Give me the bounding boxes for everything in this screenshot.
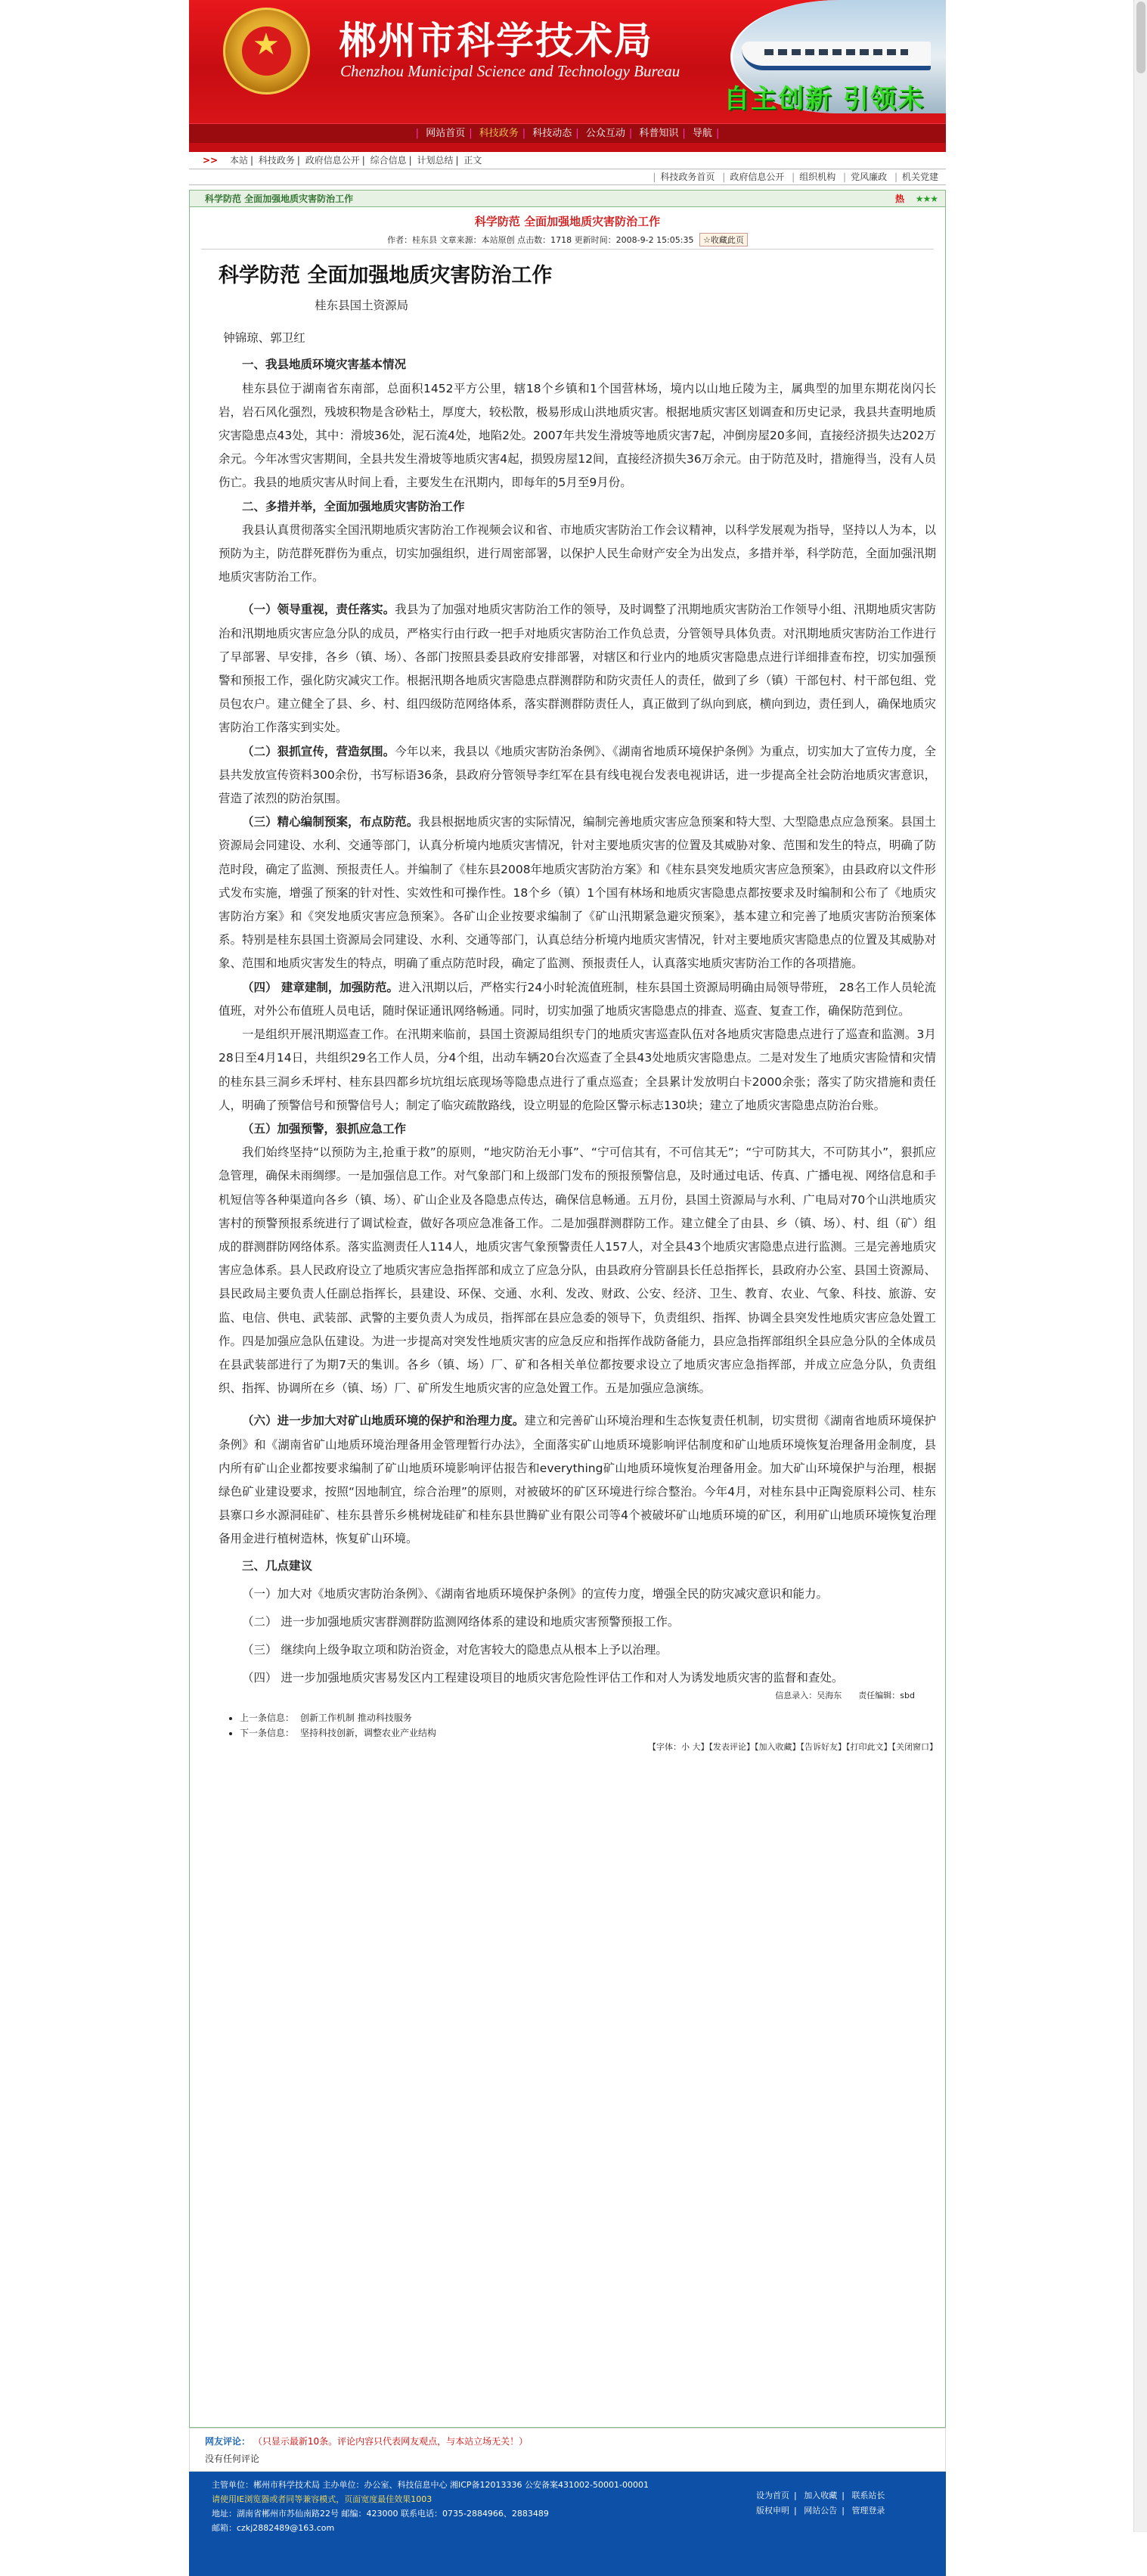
nav-stripe <box>189 143 946 152</box>
breadcrumb: >> 本站 | 科技政务 | 政府信息公开 | 综合信息 | 计划总结 | 正文 <box>203 155 482 166</box>
hot-badge: 热 <box>894 194 904 204</box>
article-panel <box>189 190 946 2428</box>
paragraph-lead: （六）进一步加大对矿山地质环境的保护和治理力度。 <box>242 1414 525 1428</box>
paragraph-lead: （一）领导重视，责任落实。 <box>242 603 395 617</box>
site-subtitle: Chenzhou Municipal Science and Technology Bureau <box>340 62 680 80</box>
section-heading: 三、几点建议 <box>242 1558 313 1573</box>
site-banner <box>189 0 946 123</box>
link-organization[interactable]: 组织机构 <box>799 172 836 182</box>
paragraph-text: 进入汛期以后，严格实行24小时轮流值班制，桂东县国土资源局明确由局领导带班， 28名工作人员轮流值班，对外公布值班人员电话，随时保证通讯网络畅通。同时，切实加强了地质灾害隐患点的排查、巡查、复查工作，确保防范到位。 <box>219 980 936 1018</box>
breadcrumb-item[interactable]: 科技政务 <box>258 155 295 166</box>
comments-title: 网友评论： <box>205 2436 251 2447</box>
paragraph <box>219 811 936 975</box>
favorite-label: 收藏此页 <box>710 235 744 245</box>
paragraph-text: 建立和完善矿山环境治理和生态恢复责任机制，切实贯彻《湖南省地质环境保护条例》和《湖南省矿山地质环境治理备用金管理暂行办法》，全面落实矿山地质环境影响评估制度和矿山地质环境恢复治理备用金制度，县内所有矿山企业都按要求编制了矿山地质环境影响评估报告和everything矿山地质环境恢复治理备用金。加大矿山环境保护与治理，根据绿色矿业建设要求，按照“因地制宜，综合治理”的原则，对被破坏的矿区环境进行综合整治。今年4月，对桂东县中正陶瓷原料公司、桂东县寨口乡水源洞硅矿、桂东县普乐乡桃树垅硅矿和桂东县世腾矿业有限公司等4个被破坏矿山地质环境的矿区，利用矿山地质环境恢复治理备用金进行植树造林，恢复矿山环境。 <box>219 1414 936 1546</box>
paragraph-lead: （二）狠抓宣传，营造氛围。 <box>242 744 395 758</box>
page-wrapper <box>189 0 946 2576</box>
footer-line: 邮箱：czkj2882489@163.com <box>212 2523 335 2533</box>
prev-link[interactable]: 创新工作机制 推动科技服务 <box>300 1712 412 1723</box>
prev-label: 上一条信息： <box>240 1712 295 1723</box>
article-authors: 钟锦琼、郭卫红 <box>223 331 305 346</box>
link-party[interactable]: 机关党建 <box>901 172 938 182</box>
paragraph: （二） 进一步加强地质灾害群测群防监测网络体系的建设和地质灾害预警预报工作。 <box>242 1614 680 1629</box>
section-heading: 二、多措并举，全面加强地质灾害防治工作 <box>242 499 465 513</box>
nav-science[interactable]: 科普知识 <box>639 128 679 139</box>
article-meta <box>190 233 945 246</box>
comments-section <box>189 2428 946 2472</box>
breadcrumb-item[interactable]: 计划总结 <box>417 155 454 166</box>
footer-line: 地址：湖南省郴州市苏仙南路22号 邮编：423000 联系电话：0735-2884966、2883489 <box>212 2509 549 2519</box>
footer-line: 请使用IE浏览器或者同等兼容模式，页面宽度最佳效果1003 <box>212 2494 432 2504</box>
nav-public[interactable]: 公众互动 <box>585 128 625 139</box>
comments-empty: 没有任何评论 <box>205 2454 260 2464</box>
footer-link-contact[interactable]: 联系站长 <box>851 2491 885 2500</box>
footer-line: 主管单位：郴州市科学技术局 主办单位：办公室、科技信息中心 湘ICP备12013336 公安备案431002-50001-00001 <box>212 2480 649 2490</box>
next-link[interactable]: 坚持科技创新，调整农业产业结构 <box>300 1727 437 1738</box>
national-emblem-icon: ★ <box>223 8 310 95</box>
page-scrollbar[interactable] <box>1133 0 1147 2532</box>
footer-link-fav[interactable]: 加入收藏 <box>804 2491 838 2500</box>
breadcrumb-item[interactable]: 本站 <box>229 155 248 166</box>
site-title: 郴州市科学技术局 <box>339 18 653 63</box>
paragraph <box>219 1409 936 1551</box>
paragraph: 我县认真贯彻落实全国汛期地质灾害防治工作视频会议和省、市地质灾害防治工作会议精神，以科学发展观为指导，坚持以人为本，以预防为主，防范群死群伤为重点，切实加强组织，进行周密部署，以保护人民生命财产安全为出发点，多措并举，科学防范，全面加强汛期地质灾害防治工作。 <box>219 522 936 584</box>
comments-note: （只显示最新10条。评论内容只代表网友观点，与本站立场无关！） <box>253 2436 529 2447</box>
nav-guide[interactable]: 导航 <box>692 128 712 139</box>
paragraph <box>219 740 936 811</box>
next-label: 下一条信息： <box>240 1727 295 1738</box>
paragraph-text: 今年以来，我县以《地质灾害防治条例》、《湖南省地质环境保护条例》为重点，切实加大了宣传力度，全县共发放宣传资料300余份，书写标语36条，县政府分管领导李红军在县有线电视台发表电视讲话，进一步提高全社会防治地质灾害意识，营造了浓烈的防治氛围。 <box>219 744 936 806</box>
link-integrity[interactable]: 党风廉政 <box>851 172 888 182</box>
favorite-button[interactable]: ☆收藏此页 <box>699 233 748 246</box>
paragraph: 一是组织开展汛期巡查工作。在汛期来临前，县国土资源局组织专门的地质灾害巡查队伍对各地质灾害隐患点进行了巡查和监测。3月28日至4月14日，共组织29名工作人员，分4个组，出动车辆20台次巡查了全县43处地质灾害隐患点。二是对发生了地质灾害险情和灾情的桂东县三洞乡禾坪村、桂东县四都乡坑坑组坛底现场等隐患点进行了重点巡查；全县累计发放明白卡2000余张；落实了防灾措施和责任人，明确了预警信号和预警信号人；制定了临灾疏散路线，设立明显的危险区警示标志130块；建立了地质灾害隐患点防治台账。 <box>219 1028 936 1112</box>
paragraph: （三） 继续向上级争取立项和防治资金，对危害较大的隐患点从根本上予以治理。 <box>242 1643 668 1657</box>
article-body <box>190 294 945 1691</box>
link-gov-home[interactable]: 科技政务首页 <box>660 172 715 182</box>
editor-info: 信息录入：吴海东 责任编辑：sbd <box>775 1690 915 1700</box>
article-title-bar: 科学防范 全面加强地质灾害防治工作 <box>474 215 661 228</box>
article-meta-text: 作者：桂东县 文章来源：本站原创 点击数：1718 更新时间：2008-9-2 15:05:35 <box>387 235 694 245</box>
main-nav: | 网站首页 | 科技政务 | 科技动态 | 公众互动 | 科普知识 | 导航 | <box>189 123 946 143</box>
breadcrumb-current: 正文 <box>463 155 482 166</box>
link-info-open[interactable]: 政府信息公开 <box>730 172 785 182</box>
paragraph-text: 我县为了加强对地质灾害防治工作的领导，及时调整了汛期地质灾害防治工作领导小组、汛期地质灾害防治和汛期地质灾害应急分队的成员，严格实行由行政一把手对地质灾害防治工作负总责，分管领导具体负责。对汛期地质灾害防治工作进行了早部署、早安排，各乡（镇、场）、各部门按照县委县政府安排部署，对辖区和行业内的地质灾害隐患点进行详细排查布控，切实加强预警和预报工作，强化防灾减灾工作。根据汛期各地质灾害隐患点群测群防和防灾责任人的责任，做到了乡（镇）干部包村、村干部包组、党员包农户。建立健全了县、乡、村、组四级防范网络体系，落实群测群防责任人，真正做到了纵向到底，横向到边，责任到人，确保地质灾害防治工作落实到实处。 <box>219 603 936 735</box>
rating-stars: ★★★ <box>915 194 938 204</box>
article-org: 桂东县国土资源局 <box>315 299 409 312</box>
footer-link-copyright[interactable]: 版权申明 <box>756 2506 789 2516</box>
nav-gov-affairs[interactable]: 科技政务 <box>479 128 519 139</box>
banner-slogan: 自主创新 引领未 <box>724 84 925 114</box>
article-heading: 科学防范 全面加强地质灾害防治工作 <box>219 264 553 287</box>
paragraph: 桂东县位于湖南省东南部，总面积1452平方公里，辖18个乡镇和1个国营林场，境内以山地丘陵为主，属典型的加里东期花岗闪长岩，岩石风化强烈，残坡积物是含砂粘土，厚度大，较松散，极易形成山洪地质灾害。根据地质灾害区划调查和历史记录，我县共查明地质灾害隐患点43处，其中：滑坡36处，泥石流4处，地陷2处。2007年共发生滑坡等地质灾害7起，冲倒房屋20多间，直接经济损失达202万余元。今年冰雪灾害期间，全县共发生滑坡等地质灾害4起，损毁房屋12间，直接经济损失36万余元。由于防范及时，措施得当，没有人员伤亡。我县的地质灾害从时间上看，主要发生在汛期内，即每年的5月至9月份。 <box>219 381 936 490</box>
paragraph <box>219 598 936 739</box>
divider <box>201 249 934 250</box>
nav-news[interactable]: 科技动态 <box>532 128 572 139</box>
column-title: 科学防范 全面加强地质灾害防治工作 <box>205 194 354 204</box>
next-item[interactable] <box>240 1725 945 1741</box>
prev-item[interactable] <box>240 1710 945 1725</box>
paragraph: 我们始终坚持“以预防为主,抢重于救”的原则，“地灾防治无小事”、“宁可信其有，不可信其无”；“宁可防其大，不可防其小”，狠抓应急管理，确保未雨绸缪。一是加强信息工作。对气象部门和上级部门发布的预报预警信息，及时通过电话、传真、广播电视、网络信息和手机短信等各种渠道向各乡（镇、场）、矿山企业及各隐患点传达，确保信息畅通。五月份，县国土资源局与水利、广电局对70个山洪地质灾害村的预警预报系统进行了调试检查，做好各项应急准备工作。二是加强群测群防工作。建立健全了由县、乡（镇、场）、村、组（矿）组成的群测群防网络体系。落实监测责任人114人，地质灾害气象预警责任人157人，对全县43个地质灾害隐患点进行监测。三是完善地质灾害应急体系。县人民政府设立了地质灾害应急指挥部和成立了应急分队，由县政府分管副县长任总指挥长，县政府办公室、县国土资源局、县民政局主要负责人任副总指挥长，县建设、环保、交通、水利、发改、财政、公安、经济、卫生、教育、农业、气象、科技、旅游、安监、电信、供电、武装部、武警的主要负责人为成员，指挥部在县应急委的领导下，负责组织、指挥、协调全县突发性地质灾害应急处置工作。四是加强应急队伍建设。为进一步提高对突发性地质灾害的应急反应和指挥作战防备能力，县应急指挥部组织全县应急分队的全体成员在县武装部进行了为期7天的集训。各乡（镇、场）厂、矿和各相关单位都按要求设立了地质灾害应急指挥部，并成立应急分队，负责组织、指挥、协调所在乡（镇、场）厂、矿所发生地质灾害的应急处置工作。五是加强应急演练。 <box>219 1145 936 1396</box>
breadcrumb-item[interactable]: 综合信息 <box>370 155 407 166</box>
paragraph-lead: （四） 建章建制，加强防范。 <box>242 980 398 994</box>
paragraph-text: 我县根据地质灾害的实际情况，编制完善地质灾害应急预案和特大型、大型隐患点应急预案。县国土资源局会同建设、水利、交通等部门，认真分析境内地质灾害情况，针对主要地质灾害的位置及其威胁对象、范围和发生的特点，明确了防范时段，确定了监测、预报责任人。并编制了《桂东县2008年地质灾害防治方案》和《桂东县突发地质灾害应急预案》，由县政府以文件形式发布实施，增强了预案的针对性、实效性和可操作性。18个乡（镇）1个国有林场和地质灾害隐患点都按要求及时编制和公布了《地质灾害防治方案》和《突发地质灾害应急预案》。各矿山企业按要求编制了《矿山汛期紧急避灾预案》，基本建立和完善了地质灾害防治预案体系。特别是桂东县国土资源局会同建设、水利、交通等部门，认真总结分析境内地质灾害情况，针对主要地质灾害隐患点的位置及其威胁对象、范围和地质灾害发生的特点，明确了重点防范时段，确定了监测、预报责任人，认真落实地质灾害防治工作的各项措施。 <box>219 815 936 971</box>
paragraph-lead: （三）精心编制预案，布点防范。 <box>242 815 419 829</box>
section-links: | 科技政务首页 | 政府信息公开 | 组织机构 | 党风廉政 | 机关党建 <box>189 169 946 185</box>
breadcrumb-item[interactable]: 政府信息公开 <box>305 155 360 166</box>
column-header <box>190 191 945 207</box>
article-tools[interactable]: 【字体：小 大】【发表评论】【加入收藏】【告诉好友】【打印此文】【关闭窗口】 <box>648 1741 938 1752</box>
footer-info <box>212 2478 696 2535</box>
paragraph <box>219 976 936 1023</box>
breadcrumb-arrow-icon: >> <box>203 155 219 166</box>
site-footer <box>189 2472 946 2576</box>
related-links <box>228 1710 945 1741</box>
footer-link-notice[interactable]: 网站公告 <box>804 2506 838 2516</box>
footer-link-home[interactable]: 设为首页 <box>756 2491 789 2500</box>
scrollbar-thumb[interactable] <box>1136 2 1145 73</box>
paragraph-lead: （五）加强预警，狠抓应急工作 <box>242 1121 407 1136</box>
footer-links: 设为首页 | 加入收藏 | 联系站长 版权申明 | 网站公告 | 管理登录 <box>756 2491 885 2516</box>
paragraph: （四） 进一步加强地质灾害易发区内工程建设项目的地质灾害危险性评估工作和对人为诱发地质灾害的监督和查处。 <box>242 1671 844 1685</box>
footer-link-admin[interactable]: 管理登录 <box>851 2506 885 2516</box>
nav-home[interactable]: 网站首页 <box>426 128 466 139</box>
paragraph: （一）加大对《地质灾害防治条例》、《湖南省地质环境保护条例》的宣传力度，增强全民的防灾减灾意识和能力。 <box>242 1586 829 1601</box>
section-heading: 一、我县地质环境灾害基本情况 <box>242 358 407 372</box>
